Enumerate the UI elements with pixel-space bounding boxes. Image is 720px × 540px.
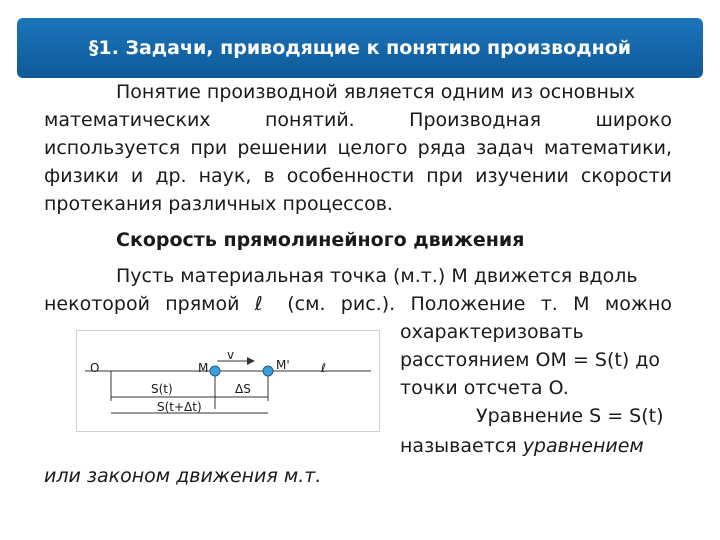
label-m: M [198,361,209,375]
law-of-motion-line: или законом движения м.т. [44,465,322,487]
right-col-line5-prefix: называется [400,435,523,457]
motion-figure [76,330,380,432]
paragraph1-line1: Понятие производной является одним из основных [116,81,636,103]
right-col-line4: Уравнение S = S(t) [476,405,664,427]
paragraph1-line3: используется при решении целого ряда задач математики, [44,137,672,159]
label-s: S(t) [151,382,173,396]
label-v: v [227,348,235,362]
velocity-arrowhead [247,357,255,365]
right-col-line2: расстоянием OM = S(t) до [400,349,661,371]
paragraph1-line5: протекания различных процессов. [44,193,393,215]
label-m-prime: M' [276,358,290,372]
point-m-prime [263,366,273,376]
right-col-line1: охарактеризовать [400,321,584,343]
label-delta-s: ΔS [235,382,251,396]
label-l: ℓ [321,361,326,375]
right-col-line5-italic: уравнением [522,435,644,457]
label-s-delta: S(t+Δt) [157,400,202,414]
label-o: O [90,361,100,375]
right-col-line3: точки отсчета O. [400,377,569,399]
slide-title: §1. Задачи, приводящие к понятию производной [88,37,632,59]
paragraph2-line2: некоторой прямой ℓ (см. рис.). Положение т. M можно [44,293,672,315]
paragraph1-line2: математических понятий. Производная широко [44,109,672,131]
point-m [210,366,220,376]
right-col-line5 [400,432,672,460]
paragraph1-line4: физики и др. наук, в особенности при изучении скорости [44,165,672,187]
title-bar [17,18,703,78]
section-heading: Скорость прямолинейного движения [116,229,525,251]
paragraph2-line1: Пусть материальная точка (м.т.) M движется вдоль [116,265,638,287]
figure-drawing [77,331,379,431]
